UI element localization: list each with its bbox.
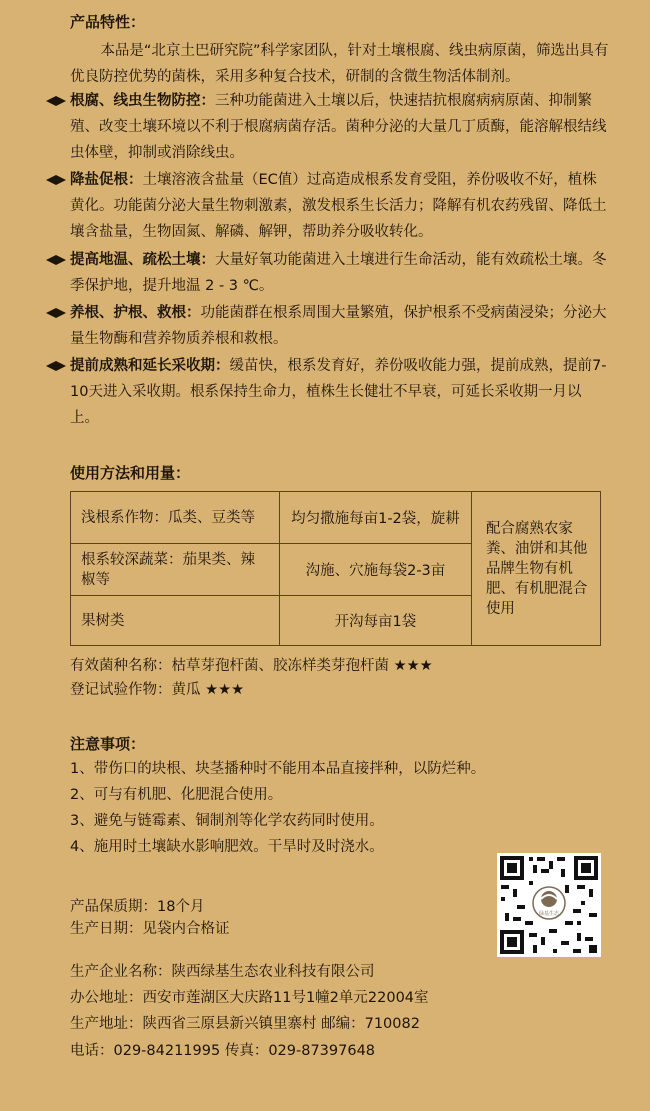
feature-label: 养根、护根、救根：: [70, 305, 201, 321]
office-address: 办公地址：西安市莲湖区大庆路11号1幢2单元22004室: [70, 990, 429, 1006]
method-cell: 开沟每亩1袋: [279, 596, 471, 646]
feature-item: [70, 300, 610, 352]
shelf-life: 产品保质期：18个月: [70, 899, 205, 915]
features-title: 产品特性：: [70, 13, 146, 31]
feature-text: 土壤溶液含盐量（EC值）过高造成根系发育受阻，养份吸收不好，植株黄化。功能菌分泌大量生物刺激素，激发根系生长活力；降解有机农药残留、降低土壤含盐量，生物固氮、解磷、解钾，帮助养分吸收转化。: [70, 172, 607, 240]
feature-item: [70, 167, 610, 245]
factory-address: 生产地址：陕西省三原县新兴镇里寨村 邮编：710082: [70, 1016, 420, 1032]
feature-label: 提前成熟和延长采收期：: [70, 358, 230, 374]
crop-cell: 浅根系作物：瓜类、豆类等: [71, 492, 280, 544]
contact-phone: 电话：029-84211995 传真：029-87397648: [70, 1043, 376, 1059]
note-item: 3、避免与链霉素、铜制剂等化学农药同时使用。: [70, 813, 384, 829]
method-cell: 沟施、穴施每袋2-3亩: [279, 544, 471, 596]
feature-item: [70, 247, 610, 299]
strains-line: 有效菌种名称：枯草芽孢杆菌、胶冻样类芽孢杆菌 ★★★: [70, 658, 433, 674]
note-item: 1、带伤口的块根、块茎播种时不能用本品直接拌种，以防烂种。: [70, 761, 486, 777]
feature-item: [70, 88, 610, 166]
table-row: [71, 492, 601, 544]
feature-item: [70, 353, 610, 431]
production-date: 生产日期：见袋内合格证: [70, 921, 230, 937]
qr-logo-text: 绿基生态: [538, 911, 560, 917]
crop-cell: 果树类: [71, 596, 280, 646]
diamond-bullet-icon: [46, 308, 66, 318]
method-cell: 均匀撒施每亩1-2袋，旋耕: [279, 492, 471, 544]
crop-cell: 根系较深蔬菜：茄果类、辣椒等: [71, 544, 280, 596]
diamond-bullet-icon: [46, 96, 66, 106]
feature-text: 缓苗快，根系发育好，养份吸收能力强，提前成熟，提前7-10天进入采收期。根系保持生命力，植株生长健壮不早衰，可延长采收期一月以上。: [70, 358, 607, 426]
company-name: 生产企业名称：陕西绿基生态农业科技有限公司: [70, 964, 375, 980]
diamond-bullet-icon: [46, 361, 66, 371]
feature-text: 三种功能菌进入土壤以后，快速拮抗根腐病病原菌、抑制繁殖、改变土壤环境以不利于根腐病菌存活。菌种分泌的大量几丁质酶，能溶解根结线虫体壁，抑制或消除线虫。: [70, 93, 607, 161]
feature-text: 功能菌群在根系周围大量繁殖，保护根系不受病菌浸染；分泌大量生物酶和营养物质养根和救根。: [70, 305, 607, 347]
qr-code-icon: [497, 853, 601, 957]
feature-label: 根腐、线虫生物防控：: [70, 93, 215, 109]
feature-text: 大量好氧功能菌进入土壤进行生命活动，能有效疏松土壤。冬季保护地，提升地温 2 - 3 ℃。: [70, 252, 607, 294]
notes-title: 注意事项：: [70, 735, 146, 753]
diamond-bullet-icon: [46, 255, 66, 265]
note-item: 4、施用时土壤缺水影响肥效。干旱时及时浇水。: [70, 839, 384, 855]
features-intro: 本品是“北京土巴研究院”科学家团队，针对土壤根腐、线虫病原菌，筛选出具有优良防控优势的菌株，采用多种复合技术，研制的含微生物活体制剂。: [70, 43, 609, 85]
diamond-bullet-icon: [46, 175, 66, 185]
feature-label: 降盐促根：: [70, 172, 143, 188]
usage-title: 使用方法和用量：: [70, 464, 191, 482]
test-crop-line: 登记试验作物：黄瓜 ★★★: [70, 682, 245, 698]
feature-label: 提高地温、疏松土壤：: [70, 252, 215, 268]
usage-table: [70, 491, 601, 646]
usage-note-cell: 配合腐熟农家粪、油饼和其他品牌生物有机肥、有机肥混合使用: [471, 492, 600, 646]
note-item: 2、可与有机肥、化肥混合使用。: [70, 787, 283, 803]
